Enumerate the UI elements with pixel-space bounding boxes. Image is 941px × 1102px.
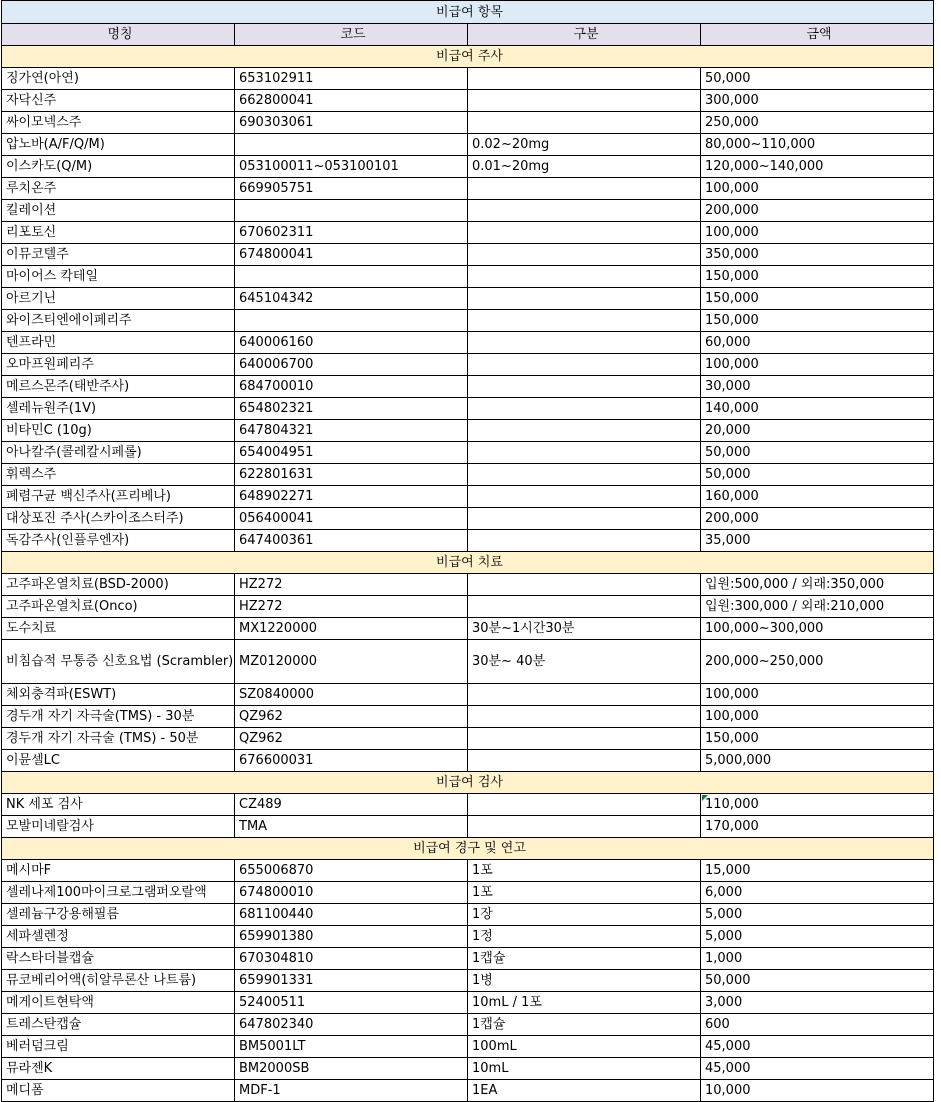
cell-amount: 20,000	[701, 420, 934, 442]
cell-name: 와이즈티엔에이페리주	[2, 310, 235, 332]
table-row	[2, 508, 934, 530]
cell-category	[468, 794, 701, 816]
table-row	[2, 948, 934, 970]
cell-name: 셀레나제100마이크로그램퍼오랄액	[2, 882, 235, 904]
cell-code: 662800041	[235, 90, 468, 112]
table-row	[2, 156, 934, 178]
cell-amount: 입원:300,000 / 외래:210,000	[701, 596, 934, 618]
header-amount: 금액	[701, 24, 934, 46]
cell-category	[468, 68, 701, 90]
cell-amount: 150,000	[701, 310, 934, 332]
cell-name: 폐렴구균 백신주사(프리베나)	[2, 486, 235, 508]
cell-code: 647802340	[235, 1014, 468, 1036]
cell-category	[468, 464, 701, 486]
table-row	[2, 398, 934, 420]
cell-code: 659901380	[235, 926, 468, 948]
table-row	[2, 860, 934, 882]
table-row	[2, 728, 934, 750]
cell-category	[468, 332, 701, 354]
cell-code: 622801631	[235, 464, 468, 486]
cell-category: 1포	[468, 860, 701, 882]
cell-code: 676600031	[235, 750, 468, 772]
table-row	[2, 618, 934, 640]
cell-amount: 200,000~250,000	[701, 640, 934, 684]
cell-amount: 250,000	[701, 112, 934, 134]
cell-code: CZ489	[235, 794, 468, 816]
cell-category	[468, 222, 701, 244]
cell-category	[468, 750, 701, 772]
cell-name: 텐프라민	[2, 332, 235, 354]
header-name: 명칭	[2, 24, 235, 46]
table-row	[2, 266, 934, 288]
cell-name: 체외충격파(ESWT)	[2, 684, 235, 706]
cell-code: 655006870	[235, 860, 468, 882]
table-row	[2, 1058, 934, 1080]
cell-code: 52400511	[235, 992, 468, 1014]
cell-category: 100mL	[468, 1036, 701, 1058]
cell-name: 루치온주	[2, 178, 235, 200]
table-row	[2, 750, 934, 772]
cell-name: 셀레늄구강용해필름	[2, 904, 235, 926]
cell-name: 메게이트현탁액	[2, 992, 235, 1014]
cell-amount: 100,000	[701, 222, 934, 244]
cell-code: 659901331	[235, 970, 468, 992]
cell-category: 10mL / 1포	[468, 992, 701, 1014]
cell-name: 아나칼주(콜레칼시페롤)	[2, 442, 235, 464]
cell-category	[468, 398, 701, 420]
table-row	[2, 904, 934, 926]
table-row	[2, 112, 934, 134]
section-title: 비급여 치료	[2, 552, 934, 574]
cell-name: 고주파온열치료(BSD-2000)	[2, 574, 235, 596]
cell-code: MZ0120000	[235, 640, 468, 684]
cell-category: 1포	[468, 882, 701, 904]
cell-amount: 600	[701, 1014, 934, 1036]
cell-category	[468, 684, 701, 706]
cell-amount: 100,000	[701, 706, 934, 728]
cell-amount: 150,000	[701, 266, 934, 288]
cell-category: 30분~ 40분	[468, 640, 701, 684]
cell-amount: 80,000~110,000	[701, 134, 934, 156]
cell-code	[235, 134, 468, 156]
cell-amount: 170,000	[701, 816, 934, 838]
table-row	[2, 332, 934, 354]
cell-category: 1장	[468, 904, 701, 926]
cell-amount: 35,000	[701, 530, 934, 552]
table-row	[2, 200, 934, 222]
cell-category: 1캡슐	[468, 1014, 701, 1036]
cell-amount: 200,000	[701, 508, 934, 530]
column-header-row	[2, 24, 934, 46]
table-row	[2, 1014, 934, 1036]
cell-name: 이스카도(Q/M)	[2, 156, 235, 178]
cell-code: 669905751	[235, 178, 468, 200]
cell-category: 1EA	[468, 1080, 701, 1102]
cell-name: NK 세포 검사	[2, 794, 235, 816]
cell-code: SZ0840000	[235, 684, 468, 706]
cell-name: 자닥신주	[2, 90, 235, 112]
cell-code: 670304810	[235, 948, 468, 970]
cell-category: 1정	[468, 926, 701, 948]
cell-name: 휘렉스주	[2, 464, 235, 486]
section-header-row	[2, 838, 934, 860]
cell-code: 645104342	[235, 288, 468, 310]
cell-category: 30분~1시간30분	[468, 618, 701, 640]
cell-name: 아르기닌	[2, 288, 235, 310]
cell-name: 이뮤코텔주	[2, 244, 235, 266]
cell-category: 10mL	[468, 1058, 701, 1080]
cell-amount: 30,000	[701, 376, 934, 398]
cell-category	[468, 90, 701, 112]
table-row	[2, 596, 934, 618]
cell-category: 1캡슐	[468, 948, 701, 970]
cell-amount: 50,000	[701, 970, 934, 992]
cell-name: 세파셀렌정	[2, 926, 235, 948]
cell-name: 비침습적 무통증 신호요법 (Scrambler)	[2, 640, 235, 684]
cell-category	[468, 354, 701, 376]
cell-name: 경두개 자기 자극술 (TMS) - 50분	[2, 728, 235, 750]
cell-code	[235, 266, 468, 288]
cell-code	[235, 310, 468, 332]
section-header-row	[2, 772, 934, 794]
cell-code: 056400041	[235, 508, 468, 530]
cell-amount: 300,000	[701, 90, 934, 112]
cell-category	[468, 376, 701, 398]
table-row	[2, 90, 934, 112]
table-row	[2, 530, 934, 552]
cell-amount: 120,000~140,000	[701, 156, 934, 178]
cell-category: 0.02~20mg	[468, 134, 701, 156]
cell-category	[468, 706, 701, 728]
cell-code: 674800010	[235, 882, 468, 904]
table-row	[2, 926, 934, 948]
section-title: 비급여 검사	[2, 772, 934, 794]
cell-name: 트레스탄캡슐	[2, 1014, 235, 1036]
cell-amount: 140,000	[701, 398, 934, 420]
cell-category	[468, 442, 701, 464]
cell-amount: 45,000	[701, 1036, 934, 1058]
table-title: 비급여 항목	[2, 1, 934, 24]
cell-category: 0.01~20mg	[468, 156, 701, 178]
cell-amount: 50,000	[701, 68, 934, 90]
table-row	[2, 420, 934, 442]
cell-amount: 150,000	[701, 288, 934, 310]
cell-code: 674800041	[235, 244, 468, 266]
cell-name: 독감주사(인플루엔자)	[2, 530, 235, 552]
cell-name: 경두개 자기 자극술(TMS) - 30분	[2, 706, 235, 728]
table-row	[2, 464, 934, 486]
cell-amount: 100,000	[701, 354, 934, 376]
cell-category: 1병	[468, 970, 701, 992]
cell-code: 653102911	[235, 68, 468, 90]
cell-name: 도수치료	[2, 618, 235, 640]
table-row	[2, 882, 934, 904]
cell-category	[468, 728, 701, 750]
cell-name: 메시마F	[2, 860, 235, 882]
cell-name: 베러덤크림	[2, 1036, 235, 1058]
cell-amount: 50,000	[701, 442, 934, 464]
cell-category	[468, 310, 701, 332]
cell-name: 마이어스 칵테일	[2, 266, 235, 288]
cell-amount: 5,000	[701, 926, 934, 948]
cell-code: 670602311	[235, 222, 468, 244]
table-row	[2, 992, 934, 1014]
cell-amount: 200,000	[701, 200, 934, 222]
section-title: 비급여 경구 및 연고	[2, 838, 934, 860]
cell-name: 싸이모넥스주	[2, 112, 235, 134]
table-row	[2, 1036, 934, 1058]
cell-code: QZ962	[235, 706, 468, 728]
cell-amount: 150,000	[701, 728, 934, 750]
section-title: 비급여 주사	[2, 46, 934, 68]
cell-amount: 1,000	[701, 948, 934, 970]
table-row	[2, 376, 934, 398]
cell-amount: 10,000	[701, 1080, 934, 1102]
cell-amount: 60,000	[701, 332, 934, 354]
cell-code: BM5001LT	[235, 1036, 468, 1058]
table-row	[2, 68, 934, 90]
cell-name: 대상포진 주사(스카이조스터주)	[2, 508, 235, 530]
table-row	[2, 442, 934, 464]
section-header-row	[2, 552, 934, 574]
cell-category	[468, 574, 701, 596]
cell-code: 681100440	[235, 904, 468, 926]
cell-name: 비타민C (10g)	[2, 420, 235, 442]
cell-name: 오마프원페리주	[2, 354, 235, 376]
cell-category	[468, 420, 701, 442]
table-row	[2, 794, 934, 816]
cell-category	[468, 244, 701, 266]
cell-code: 684700010	[235, 376, 468, 398]
table-row	[2, 574, 934, 596]
table-row	[2, 134, 934, 156]
table-row	[2, 706, 934, 728]
table-row	[2, 354, 934, 376]
cell-name: 킬레이션	[2, 200, 235, 222]
cell-code: 053100011~053100101	[235, 156, 468, 178]
cell-name: 고주파온열치료(Onco)	[2, 596, 235, 618]
cell-code	[235, 200, 468, 222]
cell-code: 654004951	[235, 442, 468, 464]
table-row	[2, 640, 934, 684]
cell-amount: 3,000	[701, 992, 934, 1014]
price-table	[1, 0, 934, 1102]
cell-name: 뮤라젠K	[2, 1058, 235, 1080]
cell-name: 뮤코베리어액(히알루론산 나트륨)	[2, 970, 235, 992]
table-row	[2, 288, 934, 310]
cell-amount: 5,000,000	[701, 750, 934, 772]
header-code: 코드	[235, 24, 468, 46]
cell-amount: 50,000	[701, 464, 934, 486]
cell-amount: 6,000	[701, 882, 934, 904]
cell-name: 메르스몬주(태반주사)	[2, 376, 235, 398]
cell-code: MX1220000	[235, 618, 468, 640]
cell-name: 셀레뉴원주(1V)	[2, 398, 235, 420]
cell-code: 648902271	[235, 486, 468, 508]
cell-code: 654802321	[235, 398, 468, 420]
cell-category	[468, 530, 701, 552]
cell-amount: 45,000	[701, 1058, 934, 1080]
cell-code: 647804321	[235, 420, 468, 442]
cell-category	[468, 816, 701, 838]
cell-code: HZ272	[235, 596, 468, 618]
cell-amount: 100,000~300,000	[701, 618, 934, 640]
table-row	[2, 244, 934, 266]
cell-code: 690303061	[235, 112, 468, 134]
cell-name: 징가연(아연)	[2, 68, 235, 90]
cell-name: 락스타더블캡슐	[2, 948, 235, 970]
cell-code: 640006700	[235, 354, 468, 376]
header-category: 구분	[468, 24, 701, 46]
cell-name: 리포토신	[2, 222, 235, 244]
table-row	[2, 222, 934, 244]
cell-code: HZ272	[235, 574, 468, 596]
cell-amount: 110,000	[701, 794, 934, 816]
cell-amount: 100,000	[701, 178, 934, 200]
cell-name: 압노바(A/F/Q/M)	[2, 134, 235, 156]
cell-category	[468, 266, 701, 288]
price-table-body	[2, 1, 934, 1102]
cell-name: 모발미네랄검사	[2, 816, 235, 838]
cell-category	[468, 508, 701, 530]
cell-category	[468, 178, 701, 200]
cell-category	[468, 596, 701, 618]
cell-name: 메디폼	[2, 1080, 235, 1102]
table-row	[2, 970, 934, 992]
cell-amount: 입원:500,000 / 외래:350,000	[701, 574, 934, 596]
table-row	[2, 178, 934, 200]
cell-amount: 100,000	[701, 684, 934, 706]
table-row	[2, 486, 934, 508]
cell-category	[468, 288, 701, 310]
cell-code: MDF-1	[235, 1080, 468, 1102]
cell-category	[468, 200, 701, 222]
cell-name: 이뮨셀LC	[2, 750, 235, 772]
cell-code: BM2000SB	[235, 1058, 468, 1080]
cell-category	[468, 112, 701, 134]
cell-amount: 160,000	[701, 486, 934, 508]
section-header-row	[2, 46, 934, 68]
cell-code: TMA	[235, 816, 468, 838]
table-row	[2, 684, 934, 706]
cell-amount: 350,000	[701, 244, 934, 266]
cell-amount: 5,000	[701, 904, 934, 926]
table-row	[2, 1080, 934, 1102]
cell-code: 647400361	[235, 530, 468, 552]
cell-code: QZ962	[235, 728, 468, 750]
table-row	[2, 310, 934, 332]
table-title-row	[2, 1, 934, 24]
table-row	[2, 816, 934, 838]
cell-code: 640006160	[235, 332, 468, 354]
cell-category	[468, 486, 701, 508]
cell-amount: 15,000	[701, 860, 934, 882]
